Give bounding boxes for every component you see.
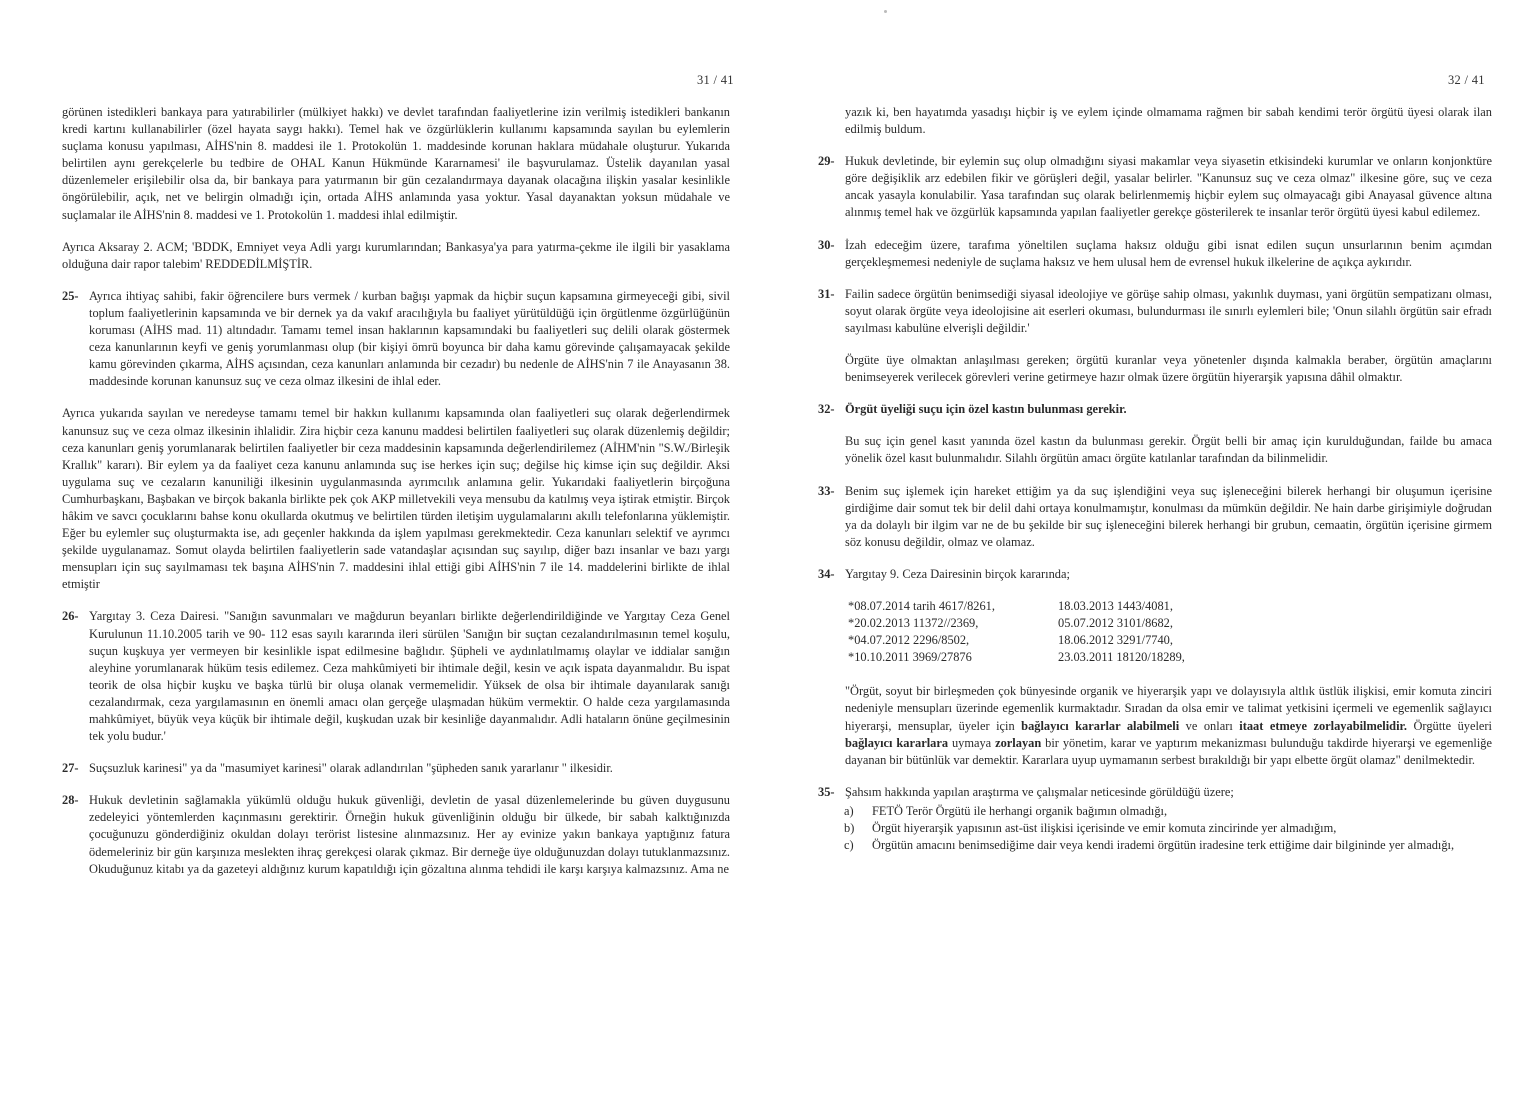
paragraph-25-continuation: Ayrıca yukarıda sayılan ve neredeyse tamamı temel bir hakkın kullanımı kapsamında olan faaliyetleri suç olarak değerlendirmek kanunsuz suç ve ceza olmaz ilkesinin ihlalidir. Zira hiçbir ceza kanunu maddesi belirtilen faaliyetleri suç olarak düzenlemiş değildir; ceza kanunları geniş yorumlanarak belirtilen faaliyetler bir ceza maddesinin kapsamında değerlendirilemez (AİHM'nin "S.W./Birleşik Krallık" kararı). Bir eylem ya da faaliyet ceza kanunu anlamında suç ise herkes için suç; değilse hiç kimse için suç değildir. Aksi uygulama suç ve cezaların kanuniliği ilkesinin uygulanmasında ayrımcılık anlamına gelir. Yukarıdaki faaliyetlerin birçoğuna Cumhurbaşkanı, Başbakan ve birçok bakanla birlikte pek çok AKP milletvekili veya mensubu da katılmış veya iştirak etmiştir. Birçok hâkim ve savcı çocuklarını bahse konu okullarda okutmuş ve belirtilen türden iletişim uygulamalarını akıllı telefonlarına yüklemiştir. Eğer bu eylemler suç oluşturmakta ise, adı geçenler hakkında da işlem yapılması gerekmektedir. Ceza kanunları selektif ve ayrımcı şekilde uygulanamaz. Somut olayda belirtilen faaliyetlerin sade vatandaşlar açısından suç sayılıp, diğer bazı insanlar ve bazı yargı mensupları için suç sayılmaması tek başına AİHS'nin 7. maddesini ihlal ettiği gibi AİHS'nin 7 ile 14. maddelerini birlikte de ihlal etmiştir bbox=[62, 406, 730, 592]
item-text: Yargıtay 9. Ceza Dairesinin birçok kararında; bbox=[845, 566, 1070, 581]
list-item bbox=[818, 803, 1492, 820]
quote-text: bir yönetim, karar ve yaptırım mekanizması bulunduğu takdirde hiyerarşi ve egemenliğe dayanan bir bütünlük var demektir. Kararlara uyup uymamanın serbest bırakıldığı bir yapı elbette örgüt olamaz" denilmektedir. bbox=[845, 735, 1492, 767]
quote-paragraph bbox=[818, 683, 1492, 768]
item-text: Failin sadece örgütün benimsediği siyasal ideolojiye ve görüşe sahip olması, yakınlık duyması, yani örgütün sempatizanı olması, soyut olarak örgüte veya ideolojisine ait eserleri okuması, bulundurması ile sınırlı eylemleri bile; 'Onun silahlı örgütün sair efradı sayılması kabulüne elverişli değildir.' bbox=[845, 286, 1492, 335]
item-number: 27- bbox=[62, 761, 79, 776]
list-item bbox=[818, 820, 1492, 837]
item-number: 33- bbox=[818, 483, 835, 498]
item-heading: Örgüt üyeliği suçu için özel kastın bulunması gerekir. bbox=[845, 402, 1127, 417]
decision-row bbox=[848, 649, 1492, 666]
item-text: Benim suç işlemek için hareket ettiğim ya da suç işlendiğini veya suç işleneceğini bilerek herhangi bir oluşumun içerisine girdiğime dair somut tek bir delil dahi ortaya konulmamıştır, konulması da mümkün değildir. Ne hain darbe girişimiyle doğrudan ya da dolaylı bir ilgim var ne de bu şekilde bir suç işleneceğini bilerek herhangi bir grubun, cemaatin, örgütün içerisine girmem söz konusu değildir, olmaz ve olamaz. bbox=[845, 483, 1492, 549]
item-text: Ayrıca ihtiyaç sahibi, fakir öğrencilere burs vermek / kurban bağışı yapmak da hiçbir suçun kapsamına girmeyeceği gibi, sivil toplum faaliyetlerinin kapsamında ve bir dernek ya da vakıf aracılığıyla bu faaliyet yürütüldüğü için örgütlenme özgürlüğünün koruması (AİHS mad. 11) altındadır. Tamamı temel insan haklarının kapsamındaki bu faaliyetleri suç delili olarak göstermek ceza kanunlarının keyfi ve geniş yorumlanması olup (bir kişiyi ömrü boyunca bir daha kamu görevinde çalışamayacak şekilde kamu görevinden çıkarma, AİHS açısından, ceza kanunları anlamında bir cezadır) bu nedenle de AİHS'nin 7 ile Anayasanın 38. maddesinde korunan kanunsuz suç ve ceza olmaz ilkesini de ihlal eder. bbox=[89, 288, 730, 389]
item-number: 26- bbox=[62, 609, 79, 624]
quote-text: ve onları bbox=[1185, 718, 1233, 733]
quote-bold: zorlayan bbox=[995, 735, 1042, 750]
item-number: 25- bbox=[62, 288, 79, 303]
item-number: 31- bbox=[818, 286, 835, 301]
numbered-item-30 bbox=[818, 237, 1492, 271]
decision-row bbox=[848, 598, 1492, 615]
list-text: FETÖ Terör Örgütü ile herhangi organik bağımın olmadığı, bbox=[872, 803, 1168, 818]
numbered-item-28 bbox=[62, 792, 730, 877]
list-letter: c) bbox=[844, 838, 854, 853]
paragraph-aksaray: Ayrıca Aksaray 2. ACM; 'BDDK, Emniyet veya Adli yargı kurumlarından; Bankasya'ya para yatırma-çekme ile ilgili bir yasaklama olduğuna dair rapor talebim' REDDEDİLMİŞTİR. bbox=[62, 239, 730, 271]
quote-bold: bağlayıcı kararlar alabilmeli bbox=[1021, 718, 1180, 733]
item-text: Yargıtay 3. Ceza Dairesi. "Sanığın savunmaları ve mağdurun beyanları birlikte değerlendirildiğinde ve Yargıtay Ceza Genel Kurulunun 11.10.2005 tarih ve 90- 112 esas sayılı kararında ileri sürülen 'Sanığın bir suçtan cezalandırılmasının temel koşulu, suçun kuşkuya yer vermeyen bir kesinlikle ispat edilmesine bağlıdır. Şüpheli ve aydınlatılmamış olaylar ve iddialar sanığın aleyhine yorumlanarak hüküm tesis edilemez. Ceza mahkûmiyeti bir ihtimale değil, kesin ve açık ispata dayanmalıdır. Bu ispat teorik de olsa hiçbir kuşku ve başka türlü bir oluşa olanak vermemelidir. Yüksek de olsa bir ihtimale dayanılarak sanığı cezalandırmak, ceza yargılamasının en önemli amacı olan gerçeğe ulaşmadan hüküm vermektir. O halde ceza yargılamasında mahkûmiyet, büyük veya küçük bir ihtimale değil, kuşkudan uzak bir kesinliğe dayanmalıdır. Adli hataların önüne geçilmesinin tek yolu budur.' bbox=[89, 609, 730, 744]
list-item bbox=[818, 837, 1492, 854]
page-number: 31 / 41 bbox=[697, 73, 734, 87]
lettered-list bbox=[818, 803, 1492, 854]
item-number: 35- bbox=[818, 784, 835, 799]
list-text: Örgüt hiyerarşik yapısının ast-üst ilişkisi içerisinde ve emir komuta zincirinde yer almadığım, bbox=[872, 821, 1337, 835]
list-letter: a) bbox=[844, 803, 854, 818]
item-text: Suçsuzluk karinesi" ya da "masumiyet karinesi" olarak adlandırılan "şüpheden sanık yararlanır " ilkesidir. bbox=[89, 761, 613, 776]
quote-bold: itaat etmeye zorlayabilmelidir. bbox=[1239, 718, 1407, 733]
item-text: Şahsım hakkında yapılan araştırma ve çalışmalar neticesinde görüldüğü üzere; bbox=[845, 784, 1234, 799]
item-number: 34- bbox=[818, 566, 835, 581]
numbered-item-31 bbox=[818, 286, 1492, 337]
numbered-item-35 bbox=[818, 784, 1492, 801]
numbered-item-34 bbox=[818, 566, 1492, 583]
numbered-item-26 bbox=[62, 608, 730, 745]
numbered-item-33 bbox=[818, 483, 1492, 551]
item-number: 32- bbox=[818, 402, 835, 417]
decision-row bbox=[848, 615, 1492, 632]
decision-ref: 18.06.2012 3291/7740, bbox=[1058, 633, 1173, 648]
paragraph-intro: yazık ki, ben hayatımda yasadışı hiçbir iş ve eylem içinde olmamama rağmen bir sabah kendimi terör örgütü üyesi olarak ilan edilmiş buldum. bbox=[845, 105, 1492, 137]
item-number: 29- bbox=[818, 154, 835, 169]
paragraph-intro: görünen istedikleri bankaya para yatırabilirler (mülkiyet hakkı) ve devlet tarafından faaliyetlerine izin verilmiş istedikleri bankanın kredi kartını kullanabilirler (özel hayata saygı hakkı). Temel hak ve özgürlüklerin kullanımı kapsamında sayılan bu eylemlerin suçlama konusu yapılması, AİHS'nin 8. maddesi ile 1. Protokolün 1. maddesinde korunan haklara müdahale oluşturur. Yukarıda belirtilen aynı gerekçelerle bu tedbire de OHAL Kanun Hükmünde Kararnamesi' ile başvurulamaz. Üstelik dayanılan yasal düzenlemeler erişilebilir olsa da, bir bankaya para yatırmanın bir gün cezalandırmaya dayanak olacağına ilişkin yasalar kesinlikle öngörülebilir, açık, net ve belirgin olmadığı için, ortada AİHS anlamında yasa yoktur. Yasal dayanaktan yoksun müdahale ve suçlamalar ile AİHS'nin 8. maddesi ve 1. Protokolün 1. maddesi ihlal edilmiştir. bbox=[62, 105, 730, 222]
decision-row bbox=[848, 632, 1492, 649]
decision-ref: *20.02.2013 11372//2369, bbox=[848, 616, 979, 631]
quote-text: Örgütte üyeleri bbox=[1413, 718, 1493, 733]
list-text: Örgütün amacını benimsediğime dair veya kendi irademi örgütün iradesine terk ettiğime dair bilgininde yer almadığı, bbox=[872, 838, 1455, 853]
numbered-item-32 bbox=[818, 401, 1492, 418]
decision-ref: *08.07.2014 tarih 4617/8261, bbox=[848, 598, 995, 613]
right-page bbox=[768, 0, 1536, 1102]
item-number: 28- bbox=[62, 793, 79, 808]
decision-ref: *04.07.2012 2296/8502, bbox=[848, 633, 970, 648]
page-content bbox=[62, 104, 730, 893]
item-text: Hukuk devletinin sağlamakla yükümlü olduğu hukuk güvenliği, devletin de yasal düzenlemelerinde bu güven duygusunu zedeleyici yöntemlerden kaçınmasını gerektirir. Örneğin hukuk güvenliğinin olduğu bir ülkede, bir sabah kalktığınızda çocuğunuzu gönderdiğiniz okuldan dolayı terörist listesine alınmazsınız. Her ay evinize yakın bankaya yaptığınız fatura ödemeleriniz bir gün karşınıza meslekten ihraç gerekçesi olarak çıkmaz. Bir derneğe üye olduğunuzdan dolayı tutuklanmazsınız. Okuduğunuz kitabı ya da gazeteyi aldığınız kurum kapatıldığı için gözaltına alınma tehdidi ile karşı karşıya kalmazsınız. Ama ne bbox=[89, 793, 730, 876]
list-letter: b) bbox=[844, 821, 855, 835]
decision-ref: *10.10.2011 3969/27876 bbox=[848, 650, 972, 665]
decision-ref: 05.07.2012 3101/8682, bbox=[1058, 616, 1173, 631]
item-number: 30- bbox=[818, 237, 835, 252]
numbered-item-29 bbox=[818, 153, 1492, 221]
quote-bold: bağlayıcı kararlara bbox=[845, 735, 949, 750]
numbered-item-27 bbox=[62, 760, 730, 777]
quote-text: uymaya bbox=[951, 735, 992, 750]
decision-list bbox=[818, 598, 1492, 666]
decision-ref: 23.03.2011 18120/18289, bbox=[1058, 650, 1185, 665]
page-content bbox=[818, 104, 1492, 854]
page-number: 32 / 41 bbox=[1448, 73, 1485, 87]
decision-ref: 18.03.2013 1443/4081, bbox=[1058, 598, 1173, 613]
paragraph-32-continuation: Bu suç için genel kasıt yanında özel kastın da bulunması gerekir. Örgüt belli bir amaç için kurulduğundan, failde bu amaca yönelik özel kasıt bulunmalıdır. Silahlı örgütün amacı örgüte katılanlar tarafından da bilinmelidir. bbox=[845, 434, 1492, 466]
numbered-item-25 bbox=[62, 288, 730, 391]
paragraph-31-continuation: Örgüte üye olmaktan anlaşılması gereken; örgütü kuranlar veya yönetenler dışında kalmakla beraber, örgütün amaçlarını benimseyerek verilecek görevleri verine getirmeye hazır olmak üzere örgütün hiyerarşik yapısına dâhil olmaktır. bbox=[845, 353, 1492, 385]
item-text: İzah edeceğim üzere, tarafıma yöneltilen suçlama haksız olduğu gibi isnat edilen suçun unsurlarının benim açımdan gerçekleşmemesi nedeniyle de suçlama haksız ve hem ulusal hem de evrensel hukuk ilkelerine de açıkça aykırıdır. bbox=[845, 237, 1492, 269]
item-text: Hukuk devletinde, bir eylemin suç olup olmadığını siyasi makamlar veya siyasetin etkisindeki kurumlar ve onların konjonktüre göre değişiklik arz edebilen fikir ve görüşleri değil, yasalar belirler. "Kanunsuz suç ve ceza olmaz" ilkesine göre, suç ve ceza ancak yasayla konulabilir. Yasa tarafından suç olarak belirlenmemiş hiçbir eylem suç olmayacağı gibi Anayasal güvence altına alınmış temel hak ve özgürlük kapsamında yapılan faaliyetler gerekçe gösterilerek te insanlar terör örgütü üyesi kabul edilemez. bbox=[845, 154, 1492, 220]
quote-text: "Örgüt, soyut bir birleşmeden çok bünyesinde organik ve hiyerarşik yapı ve dolayısıyla altlık üstlük ilişkisi, emir komuta zinciri nedeniyle mensupları üzerinde egemenlik kurmaktadır. Sıradan da olsa emir ve talimat yetkisini içermeli ve egemenlik sağlayıcı hiyerarşi, mensuplar, üyeler için bbox=[845, 684, 1492, 733]
